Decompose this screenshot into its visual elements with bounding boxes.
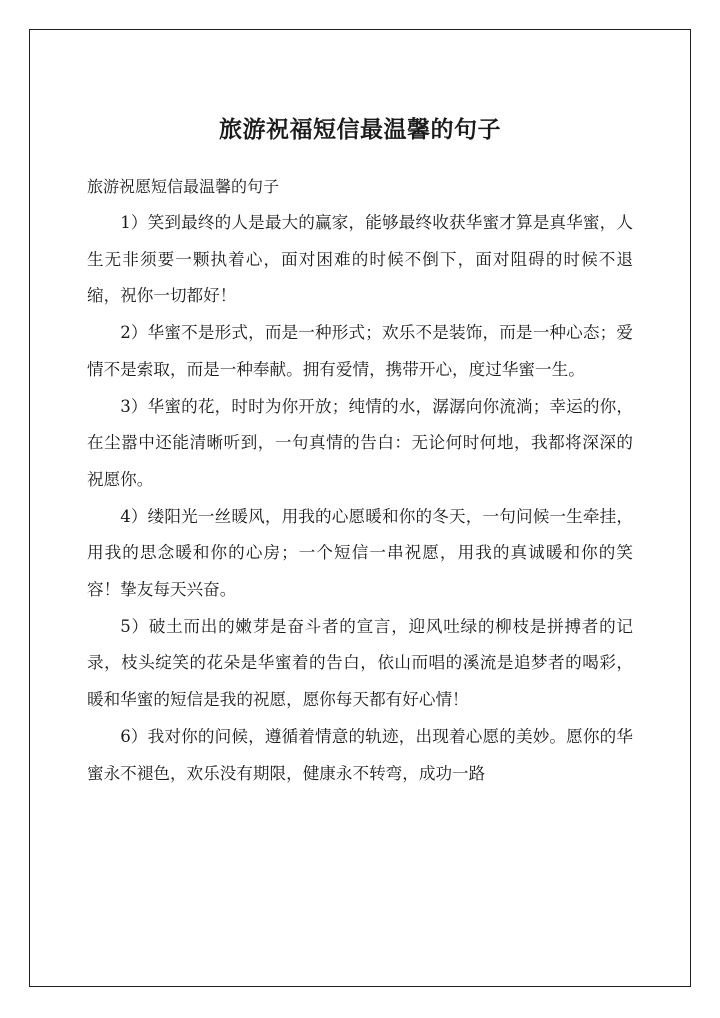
paragraph-1: 1）笑到最终的人是最大的赢家，能够最终收获华蜜才算是真华蜜，人生无非须要一颗执着心，面对困难的时候不倒下，面对阻碍的时候不退缩，祝你一切都好！ [87,213,633,306]
paragraph-2: 2）华蜜不是形式，而是一种形式；欢乐不是装饰，而是一种心态；爱情不是索取，而是一种奉献。拥有爱情，携带开心，度过华蜜一生。 [87,323,633,379]
paragraph-4: 4）缕阳光一丝暖风，用我的心愿暖和你的冬天，一句问候一生牵挂，用我的思念暖和你的心房；一个短信一串祝愿，用我的真诚暖和你的笑容！挚友每天兴奋。 [87,506,633,600]
paragraph-5: 5）破土而出的嫩芽是奋斗者的宣言，迎风吐绿的柳枝是拼搏者的记录，枝头绽笑的花朵是华蜜着的告白，依山而唱的溪流是追梦者的喝彩，暖和华蜜的短信是我的祝愿，愿你每天都有好心情！ [87,616,633,710]
paragraph-6: 6）我对你的问候，遵循着情意的轨迹，出现着心愿的美妙。愿你的华蜜永不褪色，欢乐没有期限，健康永不转弯，成功一路 [87,726,633,783]
document-body [87,110,633,792]
document-title: 旅游祝福短信最温馨的句子 [219,116,501,143]
document-subtitle: 旅游祝愿短信最温馨的句子 [87,177,280,196]
paragraph-3: 3）华蜜的花，时时为你开放；纯情的水，潺潺向你流淌；幸运的你，在尘嚣中还能清晰听到，一句真情的告白：无论何时何地，我都将深深的祝愿你。 [87,396,633,489]
